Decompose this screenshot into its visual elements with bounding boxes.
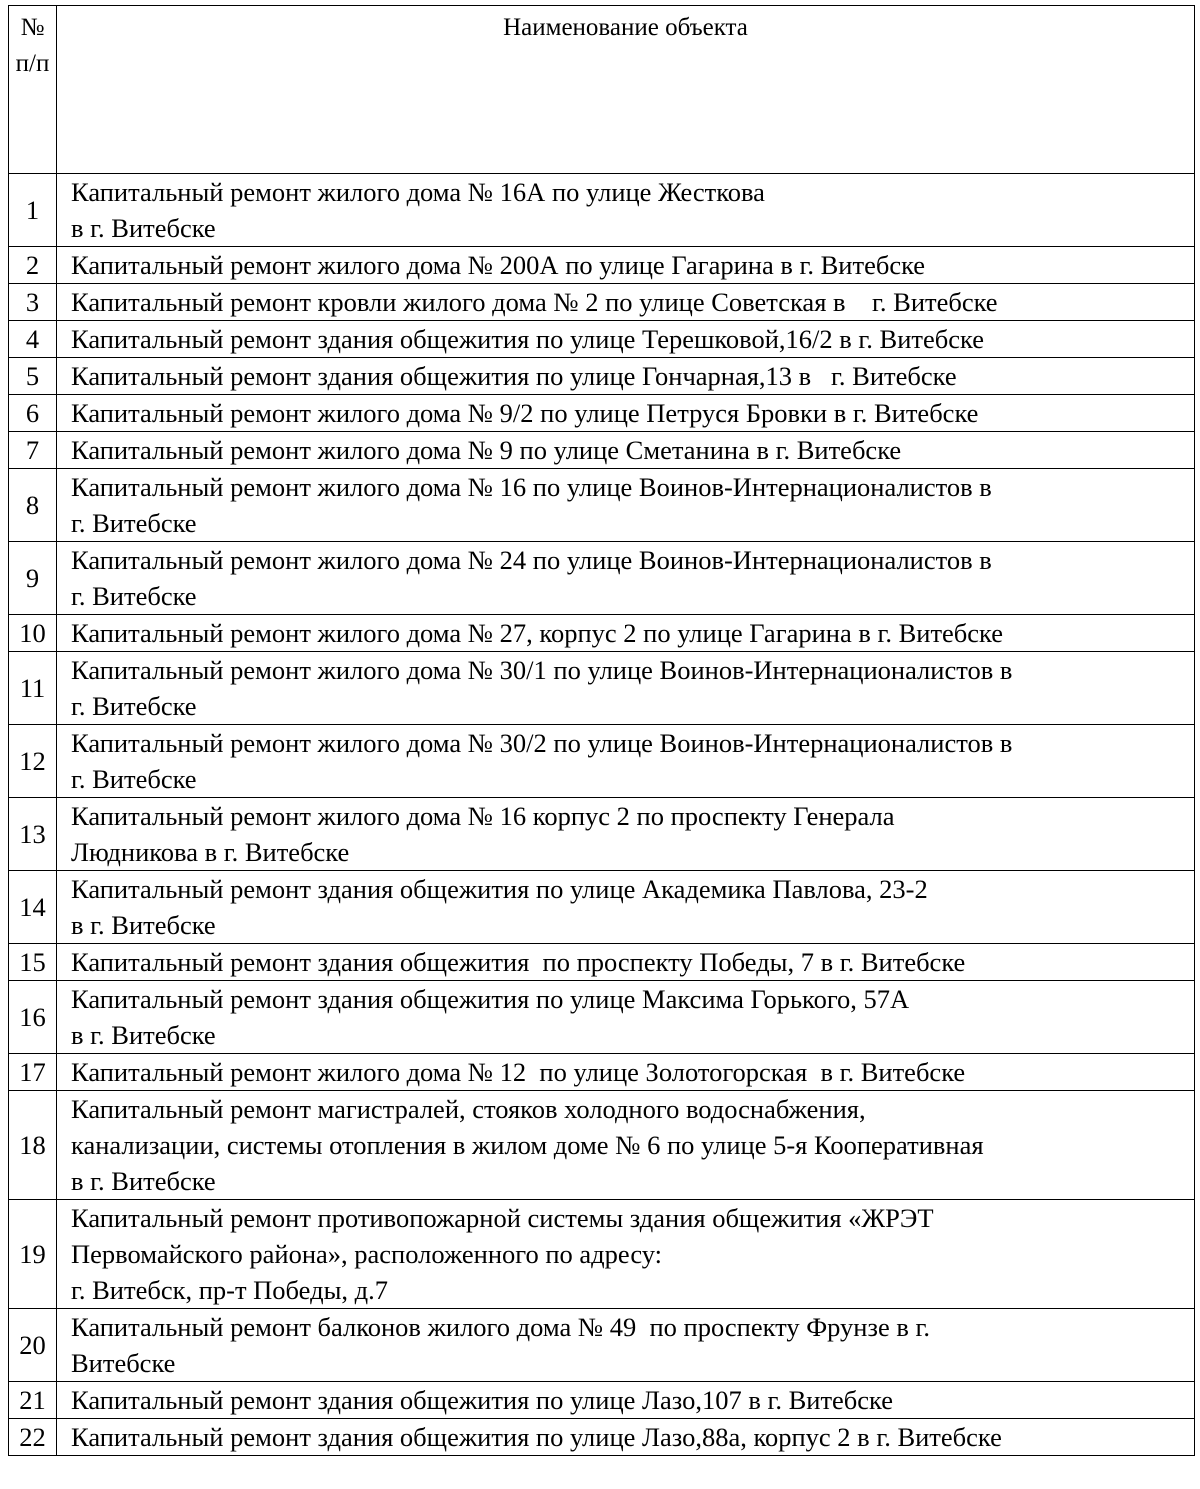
object-name bbox=[57, 798, 1195, 871]
row-number: 4 bbox=[9, 321, 57, 358]
object-name bbox=[57, 247, 1195, 284]
object-name-line: г. Витебске bbox=[71, 508, 197, 538]
header-object-name: Наименование объекта bbox=[57, 6, 1195, 174]
header-number-line-1: № bbox=[20, 14, 45, 41]
object-name-line: Капитальный ремонт жилого дома № 27, корпус 2 по улице Гагарина в г. Витебске bbox=[71, 618, 1004, 648]
table-row bbox=[9, 1309, 1195, 1382]
object-name-line: Капитальный ремонт здания общежития по улице Лазо,88а, корпус 2 в г. Витебске bbox=[71, 1422, 1002, 1452]
table-row bbox=[9, 321, 1195, 358]
object-name-line: Капитальный ремонт здания общежития по улице Гончарная,13 в г. Витебске bbox=[71, 361, 957, 391]
row-number: 8 bbox=[9, 469, 57, 542]
table-row bbox=[9, 432, 1195, 469]
table-row bbox=[9, 652, 1195, 725]
object-name bbox=[57, 1200, 1195, 1309]
object-name-line: Капитальный ремонт жилого дома № 30/1 по улице Воинов-Интернационалистов в bbox=[71, 655, 1013, 685]
header-number bbox=[9, 6, 57, 174]
row-number: 2 bbox=[9, 247, 57, 284]
table-row bbox=[9, 1054, 1195, 1091]
row-number: 20 bbox=[9, 1309, 57, 1382]
object-name-line: г. Витебске bbox=[71, 764, 197, 794]
object-name bbox=[57, 1419, 1195, 1456]
row-number: 13 bbox=[9, 798, 57, 871]
object-name bbox=[57, 871, 1195, 944]
object-name bbox=[57, 174, 1195, 247]
table-row bbox=[9, 395, 1195, 432]
object-name-line: Капитальный ремонт жилого дома № 9/2 по улице Петруся Бровки в г. Витебске bbox=[71, 398, 979, 428]
table-row bbox=[9, 871, 1195, 944]
table-row bbox=[9, 1382, 1195, 1419]
object-name-line: Капитальный ремонт жилого дома № 9 по улице Сметанина в г. Витебске bbox=[71, 435, 902, 465]
object-name-line: Капитальный ремонт здания общежития по улице Академика Павлова, 23-2 bbox=[71, 874, 928, 904]
object-name bbox=[57, 469, 1195, 542]
object-name bbox=[57, 1382, 1195, 1419]
table-row bbox=[9, 1091, 1195, 1200]
object-name-line: канализации, системы отопления в жилом доме № 6 по улице 5-я Кооперативная bbox=[71, 1130, 984, 1160]
table-row bbox=[9, 725, 1195, 798]
table-header-row bbox=[9, 6, 1195, 174]
row-number: 1 bbox=[9, 174, 57, 247]
object-name bbox=[57, 981, 1195, 1054]
object-name-line: Капитальный ремонт магистралей, стояков холодного водоснабжения, bbox=[71, 1094, 866, 1124]
row-number: 17 bbox=[9, 1054, 57, 1091]
row-number: 16 bbox=[9, 981, 57, 1054]
object-name-line: Капитальный ремонт жилого дома № 16 по улице Воинов-Интернационалистов в bbox=[71, 472, 992, 502]
table-row bbox=[9, 1200, 1195, 1309]
object-name-line: Капитальный ремонт кровли жилого дома № 2 по улице Советская в г. Витебске bbox=[71, 287, 998, 317]
object-name-line: Капитальный ремонт здания общежития по улице Терешковой,16/2 в г. Витебске bbox=[71, 324, 984, 354]
header-number-line-2: п/п bbox=[15, 50, 50, 77]
object-name-line: Капитальный ремонт здания общежития по проспекту Победы, 7 в г. Витебске bbox=[71, 947, 966, 977]
object-name-line: в г. Витебске bbox=[71, 910, 216, 940]
row-number: 18 bbox=[9, 1091, 57, 1200]
object-name bbox=[57, 432, 1195, 469]
object-name bbox=[57, 944, 1195, 981]
object-name bbox=[57, 321, 1195, 358]
object-name-line: г. Витебске bbox=[71, 581, 197, 611]
object-name bbox=[57, 284, 1195, 321]
row-number: 15 bbox=[9, 944, 57, 981]
object-name-line: Капитальный ремонт балконов жилого дома № 49 по проспекту Фрунзе в г. bbox=[71, 1312, 930, 1342]
table-row bbox=[9, 284, 1195, 321]
row-number: 9 bbox=[9, 542, 57, 615]
object-name bbox=[57, 725, 1195, 798]
row-number: 12 bbox=[9, 725, 57, 798]
table-body bbox=[9, 174, 1195, 1456]
row-number: 6 bbox=[9, 395, 57, 432]
object-name-line: Капитальный ремонт жилого дома № 24 по улице Воинов-Интернационалистов в bbox=[71, 545, 992, 575]
object-name bbox=[57, 1309, 1195, 1382]
object-name-line: Капитальный ремонт жилого дома № 16 корпус 2 по проспекту Генерала bbox=[71, 801, 895, 831]
row-number: 22 bbox=[9, 1419, 57, 1456]
row-number: 10 bbox=[9, 615, 57, 652]
object-name-line: Капитальный ремонт здания общежития по улице Лазо,107 в г. Витебске bbox=[71, 1385, 894, 1415]
object-name-line: Капитальный ремонт жилого дома № 30/2 по улице Воинов-Интернационалистов в bbox=[71, 728, 1013, 758]
row-number: 3 bbox=[9, 284, 57, 321]
row-number: 5 bbox=[9, 358, 57, 395]
object-name-line: Капитальный ремонт здания общежития по улице Максима Горького, 57А bbox=[71, 984, 910, 1014]
object-name-line: г. Витебск, пр-т Победы, д.7 bbox=[71, 1275, 388, 1305]
table-row bbox=[9, 1419, 1195, 1456]
object-name bbox=[57, 1054, 1195, 1091]
object-name bbox=[57, 1091, 1195, 1200]
row-number: 14 bbox=[9, 871, 57, 944]
object-name-line: г. Витебске bbox=[71, 691, 197, 721]
row-number: 19 bbox=[9, 1200, 57, 1309]
object-name-line: Первомайского района», расположенного по адресу: bbox=[71, 1239, 663, 1269]
table-row bbox=[9, 944, 1195, 981]
table-row bbox=[9, 469, 1195, 542]
object-name bbox=[57, 395, 1195, 432]
table-row bbox=[9, 358, 1195, 395]
row-number: 21 bbox=[9, 1382, 57, 1419]
table-row bbox=[9, 542, 1195, 615]
object-name bbox=[57, 652, 1195, 725]
object-name-line: в г. Витебске bbox=[71, 1166, 216, 1196]
table-row bbox=[9, 174, 1195, 247]
object-name bbox=[57, 542, 1195, 615]
row-number: 11 bbox=[9, 652, 57, 725]
object-name bbox=[57, 358, 1195, 395]
object-name-line: в г. Витебске bbox=[71, 213, 216, 243]
object-name-line: Капитальный ремонт жилого дома № 12 по улице Золотогорская в г. Витебске bbox=[71, 1057, 966, 1087]
objects-table bbox=[8, 5, 1195, 1456]
object-name-line: Капитальный ремонт жилого дома № 16А по улице Жесткова bbox=[71, 177, 765, 207]
object-name bbox=[57, 615, 1195, 652]
table-row bbox=[9, 798, 1195, 871]
table-row bbox=[9, 615, 1195, 652]
object-name-line: в г. Витебске bbox=[71, 1020, 216, 1050]
object-name-line: Витебске bbox=[71, 1348, 176, 1378]
row-number: 7 bbox=[9, 432, 57, 469]
object-name-line: Капитальный ремонт противопожарной системы здания общежития «ЖРЭТ bbox=[71, 1203, 934, 1233]
object-name-line: Людникова в г. Витебске bbox=[71, 837, 350, 867]
object-name-line: Капитальный ремонт жилого дома № 200А по улице Гагарина в г. Витебске bbox=[71, 250, 926, 280]
table-row bbox=[9, 247, 1195, 284]
table-row bbox=[9, 981, 1195, 1054]
